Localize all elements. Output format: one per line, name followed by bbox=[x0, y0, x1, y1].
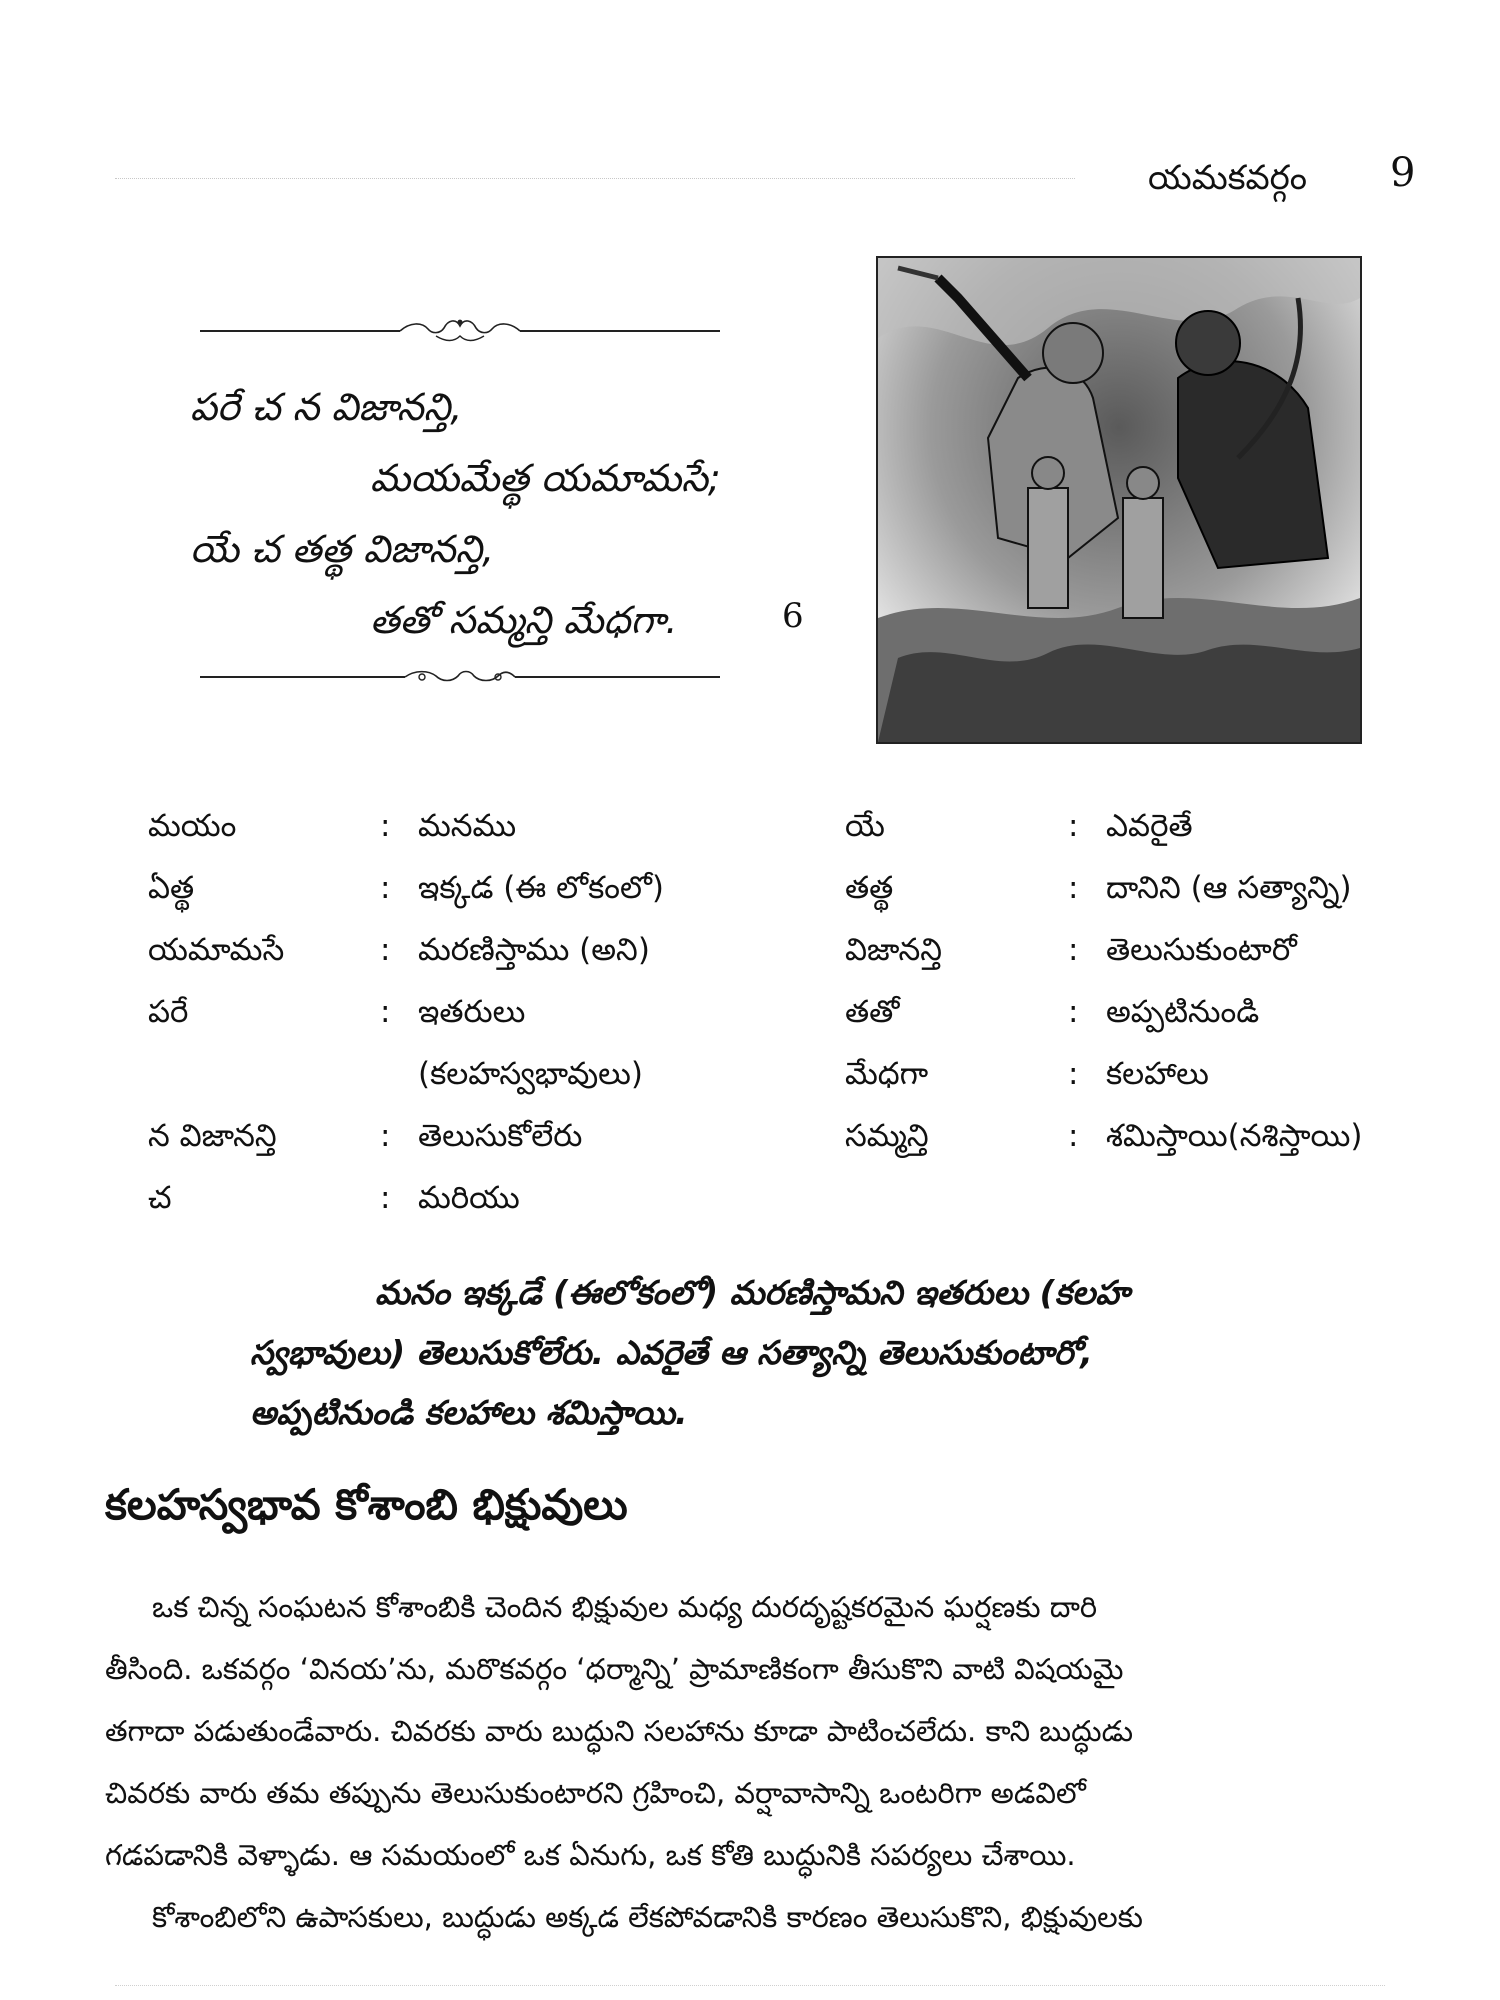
glossary-separator: : bbox=[1068, 808, 1079, 844]
page-number: 9 bbox=[1390, 150, 1416, 196]
glossary-meaning: మరియు bbox=[418, 1180, 520, 1216]
section-heading: కలహస్వభావ కోశాంబి భిక్షువులు bbox=[105, 1480, 628, 1529]
glossary-separator: : bbox=[1068, 870, 1079, 906]
glossary-separator: : bbox=[380, 932, 391, 968]
glossary-separator: : bbox=[380, 808, 391, 844]
glossary-term: యమామసే bbox=[148, 932, 285, 968]
illustration-battle-scene bbox=[876, 256, 1362, 744]
paragraph-line: కోశాంబిలోని ఉపాసకులు, బుద్ధుడు అక్కడ లేకపోవడానికి కారణం తెలుసుకొని, భిక్షువులకు bbox=[152, 1900, 1143, 1934]
glossary-term: మేధగా bbox=[845, 1056, 929, 1092]
verse-line: పరే చ న విజానన్తి, bbox=[190, 385, 463, 429]
glossary-meaning: (కలహస్వభావులు) bbox=[418, 1056, 643, 1092]
verse-number: 6 bbox=[782, 596, 804, 636]
glossary-term: పరే bbox=[148, 994, 189, 1030]
glossary-separator: : bbox=[380, 870, 391, 906]
glossary-term: సమ్మన్తి bbox=[845, 1118, 929, 1154]
paragraph-line: తగాదా పడుతుండేవారు. చివరకు వారు బుద్ధుని సలహాను కూడా పాటించలేదు. కాని బుద్ధుడు bbox=[105, 1714, 1134, 1748]
glossary-separator: : bbox=[1068, 994, 1079, 1030]
glossary-term: తతో bbox=[845, 994, 900, 1030]
glossary-meaning: ఎవరైతే bbox=[1106, 808, 1193, 844]
paragraph-line: తీసింది. ఒకవర్గం ‘వినయ’ను, మరొకవర్గం ‘ధర్మాన్ని’ ప్రామాణికంగా తీసుకొని వాటి విషయమై bbox=[105, 1652, 1124, 1686]
glossary-term: న విజానన్తి bbox=[148, 1118, 277, 1154]
glossary-meaning: మనము bbox=[418, 808, 517, 844]
glossary-meaning: కలహాలు bbox=[1106, 1056, 1209, 1092]
glossary-meaning: తెలుసుకోలేరు bbox=[418, 1118, 583, 1154]
footer-rule bbox=[115, 1985, 1385, 1986]
glossary-term: యే bbox=[845, 808, 885, 844]
glossary-term: చ bbox=[148, 1180, 172, 1216]
header-rule bbox=[115, 178, 1075, 179]
verse-line: యే చ తత్థ విజానన్తి, bbox=[190, 527, 495, 571]
glossary-meaning: దానిని (ఆ సత్యాన్ని) bbox=[1106, 870, 1352, 906]
glossary-separator: : bbox=[1068, 932, 1079, 968]
verse-line: మయమేత్థ యమామసే; bbox=[370, 456, 721, 500]
verse-line: తతో సమ్మన్తి మేధగా. bbox=[370, 598, 678, 642]
meaning-line: అప్పటినుండి కలహాలు శమిస్తాయి. bbox=[250, 1393, 688, 1432]
paragraph-line: గడపడానికి వెళ్ళాడు. ఆ సమయంలో ఒక ఏనుగు, ఒక కోతి బుద్ధునికి సపర్యలు చేశాయి. bbox=[105, 1838, 1076, 1872]
glossary-separator: : bbox=[380, 1180, 391, 1216]
glossary-separator: : bbox=[380, 994, 391, 1030]
glossary-meaning: ఇక్కడ (ఈ లోకంలో) bbox=[418, 870, 665, 906]
glossary-meaning: ఇతరులు bbox=[418, 994, 526, 1030]
glossary-meaning: మరణిస్తాము (అని) bbox=[418, 932, 650, 968]
glossary-separator: : bbox=[1068, 1056, 1079, 1092]
running-title: యమకవర్గం bbox=[1148, 158, 1308, 198]
paragraph-line: ఒక చిన్న సంఘటన కోశాంబికి చెందిన భిక్షువుల మధ్య దురదృష్టకరమైన ఘర్షణకు దారి bbox=[152, 1590, 1098, 1624]
glossary-term: ఏత్థ bbox=[148, 870, 195, 906]
glossary-meaning: అప్పటినుండి bbox=[1106, 994, 1260, 1030]
glossary-term: తత్థ bbox=[845, 870, 894, 906]
meaning-line: మనం ఇక్కడే (ఈలోకంలో) మరణిస్తామని ఇతరులు (కలహ bbox=[375, 1273, 1130, 1312]
glossary-separator: : bbox=[1068, 1118, 1079, 1154]
glossary-meaning: తెలుసుకుంటారో bbox=[1106, 932, 1297, 968]
ornament-divider-bottom bbox=[200, 660, 720, 694]
glossary-meaning: శమిస్తాయి(నశిస్తాయి) bbox=[1106, 1118, 1363, 1154]
ornament-divider-top bbox=[200, 314, 720, 348]
glossary-term: మయం bbox=[148, 808, 237, 844]
paragraph-line: చివరకు వారు తమ తప్పును తెలుసుకుంటారని గ్రహించి, వర్షావాసాన్ని ఒంటరిగా అడవిలో bbox=[105, 1776, 1086, 1810]
glossary-separator: : bbox=[380, 1118, 391, 1154]
glossary-term: విజానన్తి bbox=[845, 932, 943, 968]
meaning-line: స్వభావులు) తెలుసుకోలేరు. ఎవరైతే ఆ సత్యాన్ని తెలుసుకుంటారో, bbox=[250, 1333, 1093, 1372]
